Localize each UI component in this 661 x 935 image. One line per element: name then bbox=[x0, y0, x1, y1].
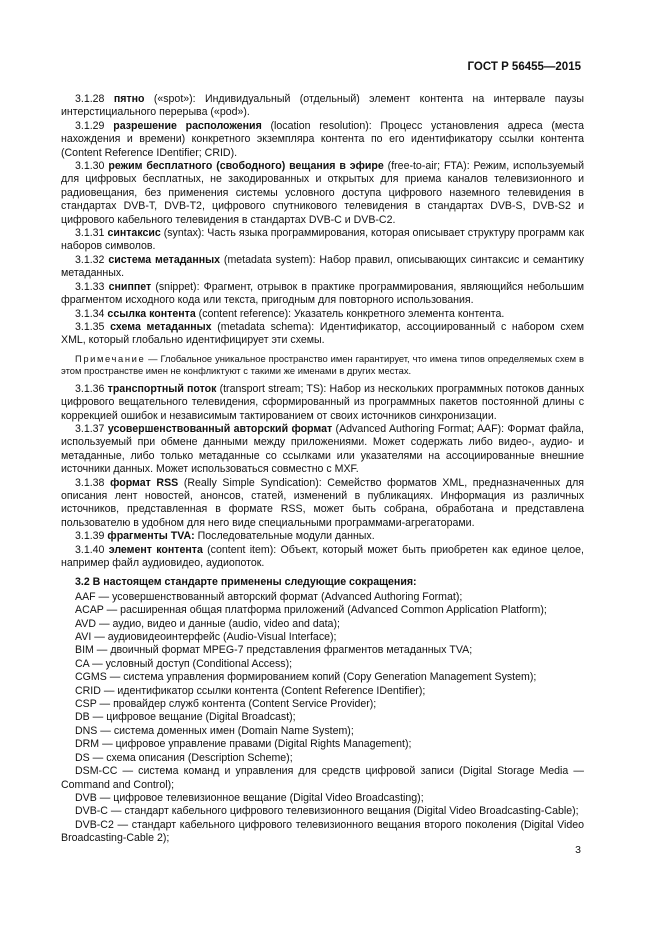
note bbox=[61, 353, 584, 377]
term-name: фрагменты TVA: bbox=[107, 530, 195, 543]
term-entry bbox=[61, 544, 584, 571]
term-number: 3.1.33 bbox=[75, 280, 105, 293]
term-name: схема метаданных bbox=[110, 320, 212, 333]
term-number: 3.1.39 bbox=[75, 530, 105, 543]
term-number: 3.1.36 bbox=[75, 382, 105, 395]
term-definition: (transport stream; TS): Набор из нескольких программных потоков данных цифрового вещательного телевидения, сформированный из программных пакетов постоянной длины с коррекцией ошибок и независимым тактированием от своих источников синхронизации. bbox=[61, 382, 584, 422]
term-name: сниппет bbox=[108, 280, 152, 293]
term-number: 3.1.35 bbox=[75, 320, 105, 333]
abbreviation-entry: CSP — провайдер служб контента (Content Service Provider); bbox=[75, 698, 377, 711]
abbreviation-entry: AVD — аудио, видео и данные (audio, video and data); bbox=[75, 617, 340, 630]
term-name: формат RSS bbox=[110, 476, 179, 489]
term-definition: (snippet): Фрагмент, отрывок в практике программирования, являющийся небольшим фрагментом исходного кода или текста, пригодным для повторного использования. bbox=[61, 280, 584, 307]
term-definition: (free-to-air; FTA): Режим, используемый для цифровых бесплатных, не закодированных и открытых для приема каналов телевизионного и радиовещания, без применения системы условного доступа цифрового наземного телевидения в стандартах DVB-T, DVB-T2, цифрового спутникового телевидения в стандартах DVB-S, DVB-S2 и цифрового кабельного телевидения в стандартах DVB-C и DVB-C2. bbox=[61, 160, 584, 226]
term-definition: (location resolution): Процесс установления адреса (места нахождения и времени) конкретного экземпляра контента по его идентификатору ссылки контента (Content Reference IDentifier; CRID). bbox=[61, 119, 584, 159]
term-name: ссылка контента bbox=[107, 307, 196, 320]
term-entry bbox=[61, 120, 584, 160]
abbreviation-entry: DRM — цифровое управление правами (Digital Rights Management); bbox=[75, 738, 412, 751]
term-entry bbox=[61, 321, 584, 348]
term-entry bbox=[61, 281, 584, 308]
abbreviation-entry: DB — цифровое вещание (Digital Broadcast); bbox=[75, 711, 296, 724]
term-definition: (metadata schema): Идентификатор, ассоциированный с набором схем XML, который глобально идентифицирует эти схемы. bbox=[61, 320, 585, 347]
page-number: 3 bbox=[575, 844, 581, 856]
abbreviations-list bbox=[61, 591, 584, 846]
term-definition: Последовательные модули данных. bbox=[194, 530, 375, 543]
term-number: 3.1.34 bbox=[75, 307, 105, 320]
term-number: 3.1.40 bbox=[75, 543, 105, 556]
abbreviation-entry: AAF — усовершенствованный авторский формат (Advanced Authoring Format); bbox=[75, 590, 463, 603]
term-entry bbox=[61, 383, 584, 423]
abbreviation-entry: CGMS — система управления формированием копий (Copy Generation Management System); bbox=[75, 671, 537, 684]
section-heading: 3.2 В настоящем стандарте применены следующие сокращения: bbox=[75, 576, 417, 589]
term-name: режим бесплатного (свободного) вещания в эфире bbox=[108, 160, 384, 173]
term-number: 3.1.31 bbox=[75, 227, 105, 240]
term-number: 3.1.30 bbox=[75, 160, 105, 173]
term-entry bbox=[61, 530, 584, 543]
abbreviation-entry: CRID — идентификатор ссылки контента (Content Reference IDentifier); bbox=[75, 684, 426, 697]
abbreviation-entry: BIM — двоичный формат MPEG-7 представления фрагментов метаданных TVA; bbox=[75, 644, 473, 657]
page-content bbox=[61, 93, 584, 846]
term-name: элемент контента bbox=[108, 543, 203, 556]
abbreviation-entry: AVI — аудиовидеоинтерфейс (Audio-Visual Interface); bbox=[75, 631, 337, 644]
term-entry bbox=[61, 160, 584, 227]
term-number: 3.1.38 bbox=[75, 476, 105, 489]
term-entry bbox=[61, 93, 584, 120]
abbreviation-entry: DVB-C — стандарт кабельного цифрового телевизионного вещания (Digital Video Broadcasting-Cable); bbox=[75, 805, 579, 818]
term-definition: (content reference): Указатель конкретного элемента контента. bbox=[195, 307, 505, 320]
term-entry bbox=[61, 477, 584, 531]
abbreviation-entry: CA — условный доступ (Conditional Access); bbox=[75, 657, 293, 670]
abbreviation-entry: DVB-C2 — стандарт кабельного цифрового телевизионного вещания второго поколения (Digital Video Broadcasting-Cable 2); bbox=[61, 818, 584, 845]
term-name: транспортный поток bbox=[107, 382, 217, 395]
abbreviation-entry: DNS — система доменных имен (Domain Name System); bbox=[75, 724, 354, 737]
document-header: ГОСТ Р 56455—2015 bbox=[467, 61, 581, 73]
term-entry bbox=[61, 308, 584, 321]
note-label: Примечание bbox=[75, 352, 146, 364]
term-name: разрешение расположения bbox=[113, 119, 262, 132]
term-entry bbox=[61, 423, 584, 477]
term-number: 3.1.37 bbox=[75, 422, 105, 435]
abbreviation-entry: DSM-CC — система команд и управления для средств цифровой записи (Digital Storage Media — Command and Control); bbox=[61, 765, 584, 791]
abbreviation-entry: ACAP — расширенная общая платформа приложений (Advanced Common Application Platform); bbox=[75, 604, 547, 617]
term-number: 3.1.28 bbox=[75, 93, 105, 105]
term-number: 3.1.29 bbox=[75, 119, 105, 132]
term-number: 3.1.32 bbox=[75, 253, 105, 266]
term-definition: (metadata system): Набор правил, описывающих синтаксис и семантику метаданных. bbox=[61, 253, 584, 280]
term-definition: (content item): Объект, который может быть приобретен как единое целое, например файл аудиовидео, аудиопоток. bbox=[61, 543, 584, 569]
term-name: пятно bbox=[113, 93, 145, 105]
term-definition: («spot»): Индивидуальный (отдельный) элемент контента на интервале паузы интерстициального перерыва («pod»). bbox=[61, 93, 585, 119]
abbreviation-entry: DVB — цифровое телевизионное вещание (Digital Video Broadcasting); bbox=[75, 791, 424, 804]
term-name: синтаксис bbox=[107, 227, 161, 240]
term-definition: (syntax): Часть языка программирования, которая описывает структуру программ как наборов символов. bbox=[61, 227, 584, 253]
term-entry bbox=[61, 254, 584, 281]
terms-list-1 bbox=[61, 93, 584, 348]
term-name: система метаданных bbox=[108, 253, 221, 266]
term-entry bbox=[61, 227, 584, 254]
term-definition: (Really Simple Syndication): Семейство форматов XML, предназначенных для описания лент новостей, анонсов, статей, изменений в публикациях. Информация из различных источников, представленная в формате RSS, может быть собрана, обработана и представлена пользователю в удобном для него виде специальными программами-агрегаторами. bbox=[61, 476, 584, 529]
terms-list-2 bbox=[61, 383, 584, 571]
note-text: — Глобальное уникальное пространство имен гарантирует, что имена типов определяемых схем в этом пространстве имен не конфликтуют с такими же именами в других местах. bbox=[61, 352, 584, 376]
term-name: усовершенствованный авторский формат bbox=[107, 422, 333, 435]
term-definition: (Advanced Authoring Format; AAF): Формат файла, используемый при обмене данными между приложениями. Может содержать либо видео-, аудио- и метаданные, либо только метаданные со ссылками или указателями на ассоциированные внешние источники данных. Может использоваться совместно с MXF. bbox=[61, 422, 584, 476]
abbreviation-entry: DS — схема описания (Description Scheme); bbox=[75, 751, 293, 764]
